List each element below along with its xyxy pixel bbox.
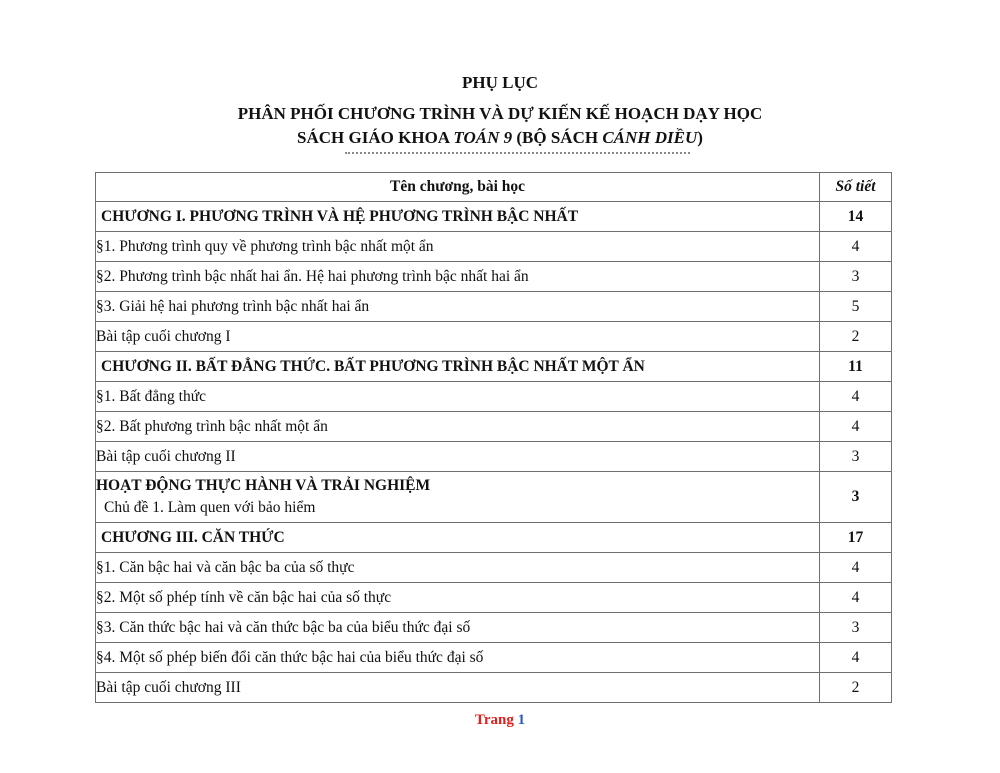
lesson-title: §1. Phương trình quy về phương trình bậc nhất một ẩn — [96, 232, 820, 262]
lesson-title: Bài tập cuối chương I — [96, 322, 820, 352]
period-count: 5 — [820, 292, 892, 322]
period-count: 3 — [820, 442, 892, 472]
chapter-title: CHƯƠNG II. BẤT ĐẲNG THỨC. BẤT PHƯƠNG TRÌNH BẬC NHẤT MỘT ẨN — [96, 352, 820, 382]
column-header-name: Tên chương, bài học — [96, 173, 820, 202]
column-header-periods: Số tiết — [820, 173, 892, 202]
period-count: 4 — [820, 583, 892, 613]
table-row-chapter-1 — [96, 202, 892, 232]
period-count: 4 — [820, 412, 892, 442]
period-count: 11 — [820, 352, 892, 382]
table-row-chapter-2 — [96, 352, 892, 382]
document-title: PHÂN PHỐI CHƯƠNG TRÌNH VÀ DỰ KIẾN KẾ HOẠCH DẠY HỌC — [237, 104, 763, 123]
document-subtitle — [0, 128, 1000, 148]
table-row — [96, 442, 892, 472]
table-row — [96, 673, 892, 703]
series-name: CÁNH DIỀU — [602, 128, 698, 147]
subtitle-part-2: (BỘ SÁCH — [512, 128, 603, 147]
table-row — [96, 292, 892, 322]
table-row-activity — [96, 472, 892, 523]
chapter-title: CHƯƠNG I. PHƯƠNG TRÌNH VÀ HỆ PHƯƠNG TRÌNH BẬC NHẤT — [96, 202, 820, 232]
activity-title: HOẠT ĐỘNG THỰC HÀNH VÀ TRẢI NGHIỆM — [96, 477, 431, 494]
table-row — [96, 322, 892, 352]
curriculum-table — [95, 172, 892, 703]
period-count: 4 — [820, 643, 892, 673]
lesson-title: §3. Giải hệ hai phương trình bậc nhất hai ẩn — [96, 292, 820, 322]
lesson-title: §2. Phương trình bậc nhất hai ẩn. Hệ hai phương trình bậc nhất hai ẩn — [96, 262, 820, 292]
lesson-title: §2. Một số phép tính về căn bậc hai của số thực — [96, 583, 820, 613]
page-label: Trang — [474, 712, 514, 728]
chapter-title: CHƯƠNG III. CĂN THỨC — [96, 523, 820, 553]
page-footer — [0, 712, 1000, 729]
table-row — [96, 553, 892, 583]
table-row-chapter-3 — [96, 523, 892, 553]
period-count: 3 — [820, 613, 892, 643]
subtitle-part-1: SÁCH GIÁO KHOA — [297, 128, 454, 147]
appendix-title: PHỤ LỤC — [461, 73, 539, 92]
page-number: 1 — [517, 712, 526, 728]
period-count: 2 — [820, 673, 892, 703]
subtitle-part-3: ) — [697, 128, 703, 147]
period-count: 4 — [820, 232, 892, 262]
table-row — [96, 412, 892, 442]
lesson-title: §3. Căn thức bậc hai và căn thức bậc ba của biểu thức đại số — [96, 613, 820, 643]
lesson-title: §4. Một số phép biến đổi căn thức bậc hai của biểu thức đại số — [96, 643, 820, 673]
activity-topic: Chủ đề 1. Làm quen với bảo hiểm — [104, 499, 316, 516]
activity-cell — [96, 472, 820, 523]
lesson-title: Bài tập cuối chương II — [96, 442, 820, 472]
period-count: 3 — [820, 472, 892, 523]
period-count: 14 — [820, 202, 892, 232]
table-header-row — [96, 173, 892, 202]
period-count: 4 — [820, 382, 892, 412]
table-row — [96, 382, 892, 412]
period-count: 2 — [820, 322, 892, 352]
decorative-dotted-divider — [345, 148, 690, 154]
lesson-title: §1. Bất đẳng thức — [96, 382, 820, 412]
period-count: 17 — [820, 523, 892, 553]
lesson-title: Bài tập cuối chương III — [96, 673, 820, 703]
table-row — [96, 643, 892, 673]
table-row — [96, 583, 892, 613]
book-title: TOÁN 9 — [453, 128, 513, 147]
table-row — [96, 613, 892, 643]
lesson-title: §1. Căn bậc hai và căn bậc ba của số thực — [96, 553, 820, 583]
table-row — [96, 232, 892, 262]
period-count: 4 — [820, 553, 892, 583]
table-row — [96, 262, 892, 292]
lesson-title: §2. Bất phương trình bậc nhất một ẩn — [96, 412, 820, 442]
period-count: 3 — [820, 262, 892, 292]
